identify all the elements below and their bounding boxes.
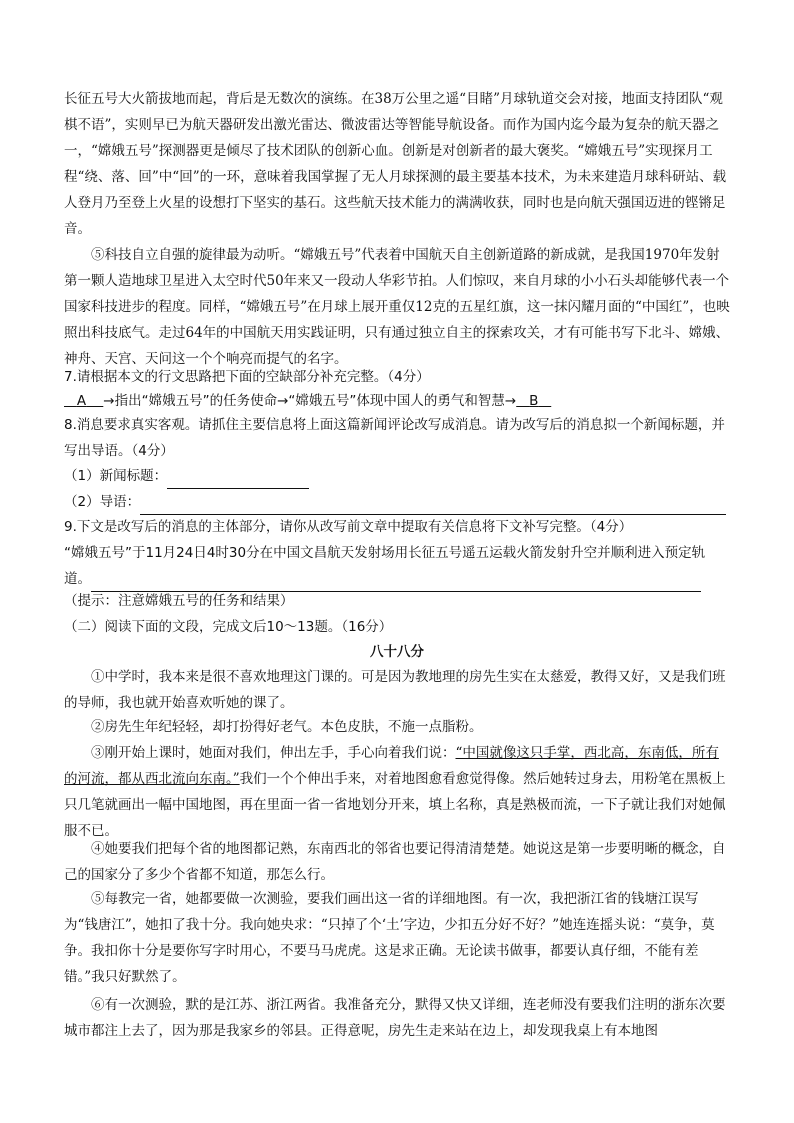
article-paragraph-6: ⑥有一次测验，默的是江苏、浙江两省。我准备充分，默得又快又详细，连老师没有要我们注明的浙东次要城市都注上去了，因为那是我家乡的邻县。正得意呢，房先生走来站在边上，却发现我桌上有本地图 (64, 997, 726, 1039)
answer-a: A (76, 393, 87, 409)
passage-paragraph-5: ⑤科技自立自强的旋律最为动听。“嫦娥五号”代表着中国航天自主创新道路的新成就，是我国1970年发射第一颗人造地球卫星进入太空时代50年来又一段动人华彩节拍。人们惊叹，来自月球的小小石头却能够代表一个国家科技进步的程度。同样，“嫦娥五号”在月球上展开重仅12克的五星红旗，这一抹闪耀月面的“中国红”，也映照出科技底气。走过64年的中国航天用实践证明，只有通过独立自主的探索攻关，才有可能书写下北斗、嫦娥、神舟、天宫、天问这一个个响亮而提气的名字。 (64, 247, 730, 367)
question-9-stem: 9.下文是改写后的消息的主体部分，请你从改写前文章中提取有关信息将下文补写完整。（4分） (64, 519, 633, 535)
question-8-sub-2: （2）导语： (64, 489, 730, 515)
lead-blank[interactable] (140, 498, 726, 515)
article-paragraph-5: ⑤每教完一省，她都要做一次测验，要我们画出这一省的详细地图。有一次，我把浙江省的钱塘江误写为“钱唐江”，她扣了我十分。我向她央求：“只掉了个‘土’字边，少扣五分好不好？”她连连摇头说：“莫争，莫争。我扣你十分是要你写字时用心，不要马马虎虎。这是求正确。无论读书做事，都要认真仔细，不能有差错。”我只好默然了。 (64, 891, 715, 985)
answer-b: B (529, 393, 539, 409)
question-8-sub-1: （1）新闻标题： (64, 463, 730, 489)
question-9-hint: （提示：注意嫦娥五号的任务和结果） (64, 593, 294, 609)
headline-blank[interactable] (167, 472, 309, 489)
article-paragraph-3: ③刚开始上课时，她面对我们，伸出左手，手心向着我们说：“中国就像这只手掌，西北高，东南低，所有的河流，都从西北流向东南。”我们一个个伸出手来，对着地图愈看愈觉得像。然后她转过身去，用粉笔在黑板上只几笔就画出一幅中国地图，再在里面一省一省地划分开来，填上名称，真是熟极而流，一下子就让我们对她佩服不已。 (64, 745, 726, 839)
article-title: 八十八分 (370, 644, 424, 660)
passage-paragraph-continued: 长征五号大火箭拔地而起，背后是无数次的演练。在38万公里之遥“目睹”月球轨道交会对接，地面支持团队“观棋不语”，实则早已为航天器研发出激光雷达、微波雷达等智能导航设备。而作为国内迄今最为复杂的航天器之一，“嫦娥五号”探测器更是倾尽了技术团队的创新心血。创新是对创新者的最大褒奖。“嫦娥五号”实现探月工程“绕、落、回”中“回”的一环，意味着我国掌握了无人月球探测的最主要基本技术，为未来建造月球科研站、载人登月乃至登上火星的设想打下坚实的基石。这些航天技术能力的满满收获，同时也是向航天强国迈进的铿锵足音。 (64, 91, 727, 237)
answer-line-text: →指出“嫦娥五号”的任务使命→“嫦娥五号”体现中国人的勇气和智慧→ (103, 393, 517, 409)
article-paragraph-1: ①中学时，我本来是很不喜欢地理这门课的。可是因为教地理的房先生实在太慈爱，教得又好，又是我们班的导师，我也就开始喜欢听她的课了。 (64, 669, 726, 711)
question-7-answer-line (64, 388, 730, 414)
question-7-stem: 7.请根据本文的行文思路把下面的空缺部分补充完整。（4分） (64, 369, 430, 385)
underlined-quote: “中国就像这只手掌，西北高，东南低，所有的河流，都从西北流向东南。” (64, 745, 719, 787)
article-paragraph-4: ④她要我们把每个省的地图都记熟，东南西北的邻省也要记得清清楚楚。她说这是第一步要明晰的概念，自己的国家分了多少个省都不知道，那怎么行。 (64, 841, 726, 883)
section-2-heading: （二）阅读下面的文段，完成文后10～13题。（16分） (64, 619, 393, 635)
question-8-stem: 8.消息要求真实客观。请抓住主要信息将上面这篇新闻评论改写成消息。请为改写后的消息拟一个新闻标题，并写出导语。（4分） (64, 417, 725, 459)
question-9-body: “嫦娥五号”于11月24日4时30分在中国文昌航天发射场用长征五号遥五运载火箭发射升空并顺利进入预定轨道。 (64, 540, 730, 592)
article-paragraph-2: ②房先生年纪轻轻，却打扮得好老气。本色皮肤，不施一点脂粉。 (91, 719, 483, 735)
